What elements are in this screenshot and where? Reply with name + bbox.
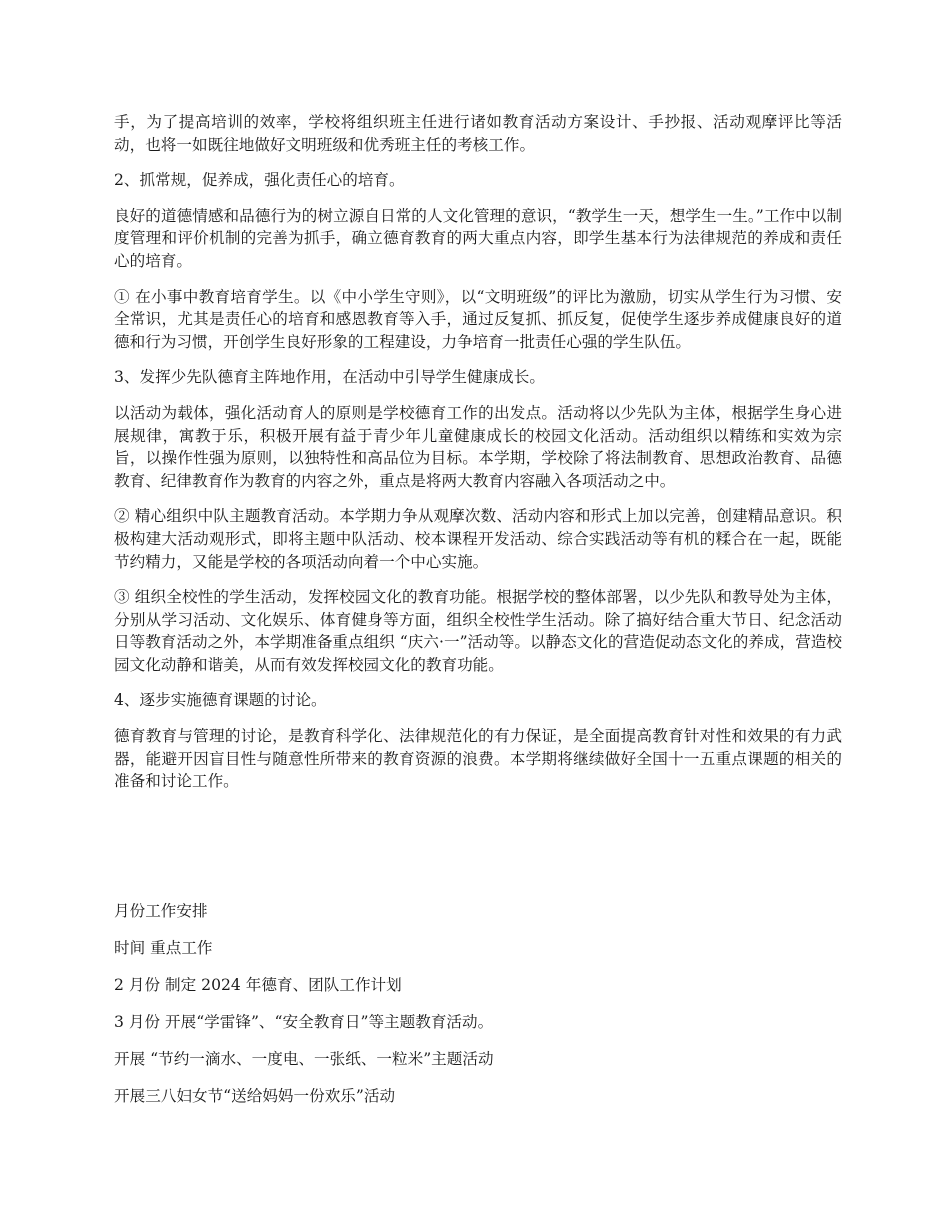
monthly-schedule [114,900,842,1122]
document-body [114,111,842,806]
schedule-heading: 月份工作安排 [114,902,208,920]
section-heading-3: 3、发挥少先队德育主阵地作用，在活动中引导学生健康成长。 [114,368,545,387]
paragraph-training-continuation: 手，为了提高培训的效率，学校将组织班主任进行诸如教育活动方案设计、手抄报、活动观摩评比等活动，也将一如既往地做好文明班级和优秀班主任的考核工作。 [114,113,842,154]
section-heading-4: 4、逐步实施德育课题的讨论。 [114,691,327,710]
schedule-columns: 时间 重点工作 [114,939,213,957]
schedule-row: 开展三八妇女节“送给妈妈一份欢乐”活动 [114,1087,396,1105]
schedule-row: 开展 “节约一滴水、一度电、一张纸、一粒米”主题活动 [114,1050,494,1068]
paragraph-research: 德育教育与管理的讨论，是教育科学化、法律规范化的有力保证，是全面提高教育针对性和效果的有力武器，能避开因盲目性与随意性所带来的教育资源的浪费。本学期将继续做好全国十一五重点课题的相关的准备和讨论工作。 [114,727,842,791]
schedule-row: 2 月份 制定 2024 年德育、团队工作计划 [114,976,402,994]
paragraph-item-1: ① 在小事中教育培育学生。以《中小学生守则》，以“文明班级”的评比为激励，切实从学生行为习惯、安全常识，尤其是责任心的培育和感恩教育等入手，通过反复抓、抓反复，促使学生逐步养成健康良好的道德和行为习惯，开创学生良好形象的工程建设，力争培育一批责任心强的学生队伍。 [114,287,842,351]
paragraph-activities: 以活动为载体，强化活动育人的原则是学校德育工作的出发点。活动将以少先队为主体，根据学生身心进展规律，寓教于乐，积极开展有益于青少年儿童健康成长的校园文化活动。活动组织以精练和实效为宗旨，以操作性强为原则，以独特性和高品位为目标。本学期，学校除了将法制教育、思想政治教育、品德教育、纪律教育作为教育的内容之外，重点是将两大教育内容融入各项活动之中。 [114,403,842,490]
schedule-row: 3 月份 开展“学雷锋”、“安全教育日”等主题教育活动。 [114,1013,494,1031]
paragraph-item-2: ② 精心组织中队主题教育活动。本学期力争从观摩次数、活动内容和形式上加以完善，创建精品意识。积极构建大活动观形式，即将主题中队活动、校本课程开发活动、综合实践活动等有机的糅合在一起，既能节约精力，又能是学校的各项活动向着一个中心实施。 [114,507,842,571]
section-heading-2: 2、抓常规，促养成，强化责任心的培育。 [114,171,405,190]
paragraph-item-3: ③ 组织全校性的学生活动，发挥校园文化的教育功能。根据学校的整体部署，以少先队和教导处为主体，分别从学习活动、文化娱乐、体育健身等方面，组织全校性学生活动。除了搞好结合重大节日、纪念活动日等教育活动之外，本学期准备重点组织 “庆六·一”活动等。以静态文化的营造促动态文化的养成，营造校园文化动静和谐美，从而有效发挥校园文化的教育功能。 [114,588,842,674]
paragraph-moral-habits: 良好的道德情感和品德行为的树立源自日常的人文化管理的意识，“教学生一天，想学生一生。”工作中以制度管理和评价机制的完善为抓手，确立德育教育的两大重点内容，即学生基本行为法律规范的养成和责任心的培育。 [114,206,842,270]
